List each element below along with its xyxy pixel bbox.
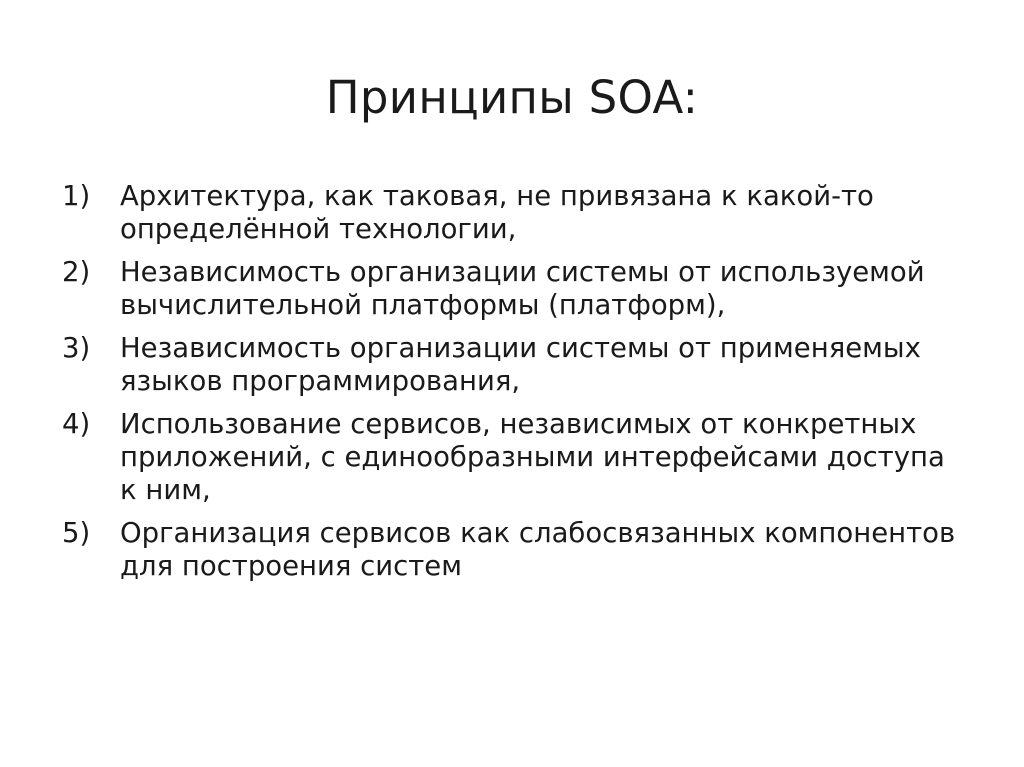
slide-title: Принципы SOA: xyxy=(325,71,699,124)
list-item xyxy=(62,256,982,322)
list-item-text: Независимость организации системы от используемой вычислительной платформы (платформ), xyxy=(120,256,925,321)
list-item-number: 1) xyxy=(62,180,91,212)
list-item-text: Архитектура, как таковая, не привязана к какой-то определённой технологии, xyxy=(120,180,874,245)
list-item-text: Независимость организации системы от применяемых языков программирования, xyxy=(120,332,921,397)
principles-list xyxy=(62,180,982,593)
list-item xyxy=(62,408,982,507)
list-item-text: Организация сервисов как слабосвязанных компонентов для построения систем xyxy=(120,517,956,582)
list-item-number: 2) xyxy=(62,256,91,288)
list-item-number: 4) xyxy=(62,408,91,440)
list-item-number: 3) xyxy=(62,332,91,364)
list-item xyxy=(62,332,982,398)
list-item xyxy=(62,517,982,583)
list-item-text: Использование сервисов, независимых от конкретных приложений, с единообразными интерфейсами доступа к ним, xyxy=(120,408,945,506)
list-item xyxy=(62,180,982,246)
list-item-number: 5) xyxy=(62,517,91,549)
